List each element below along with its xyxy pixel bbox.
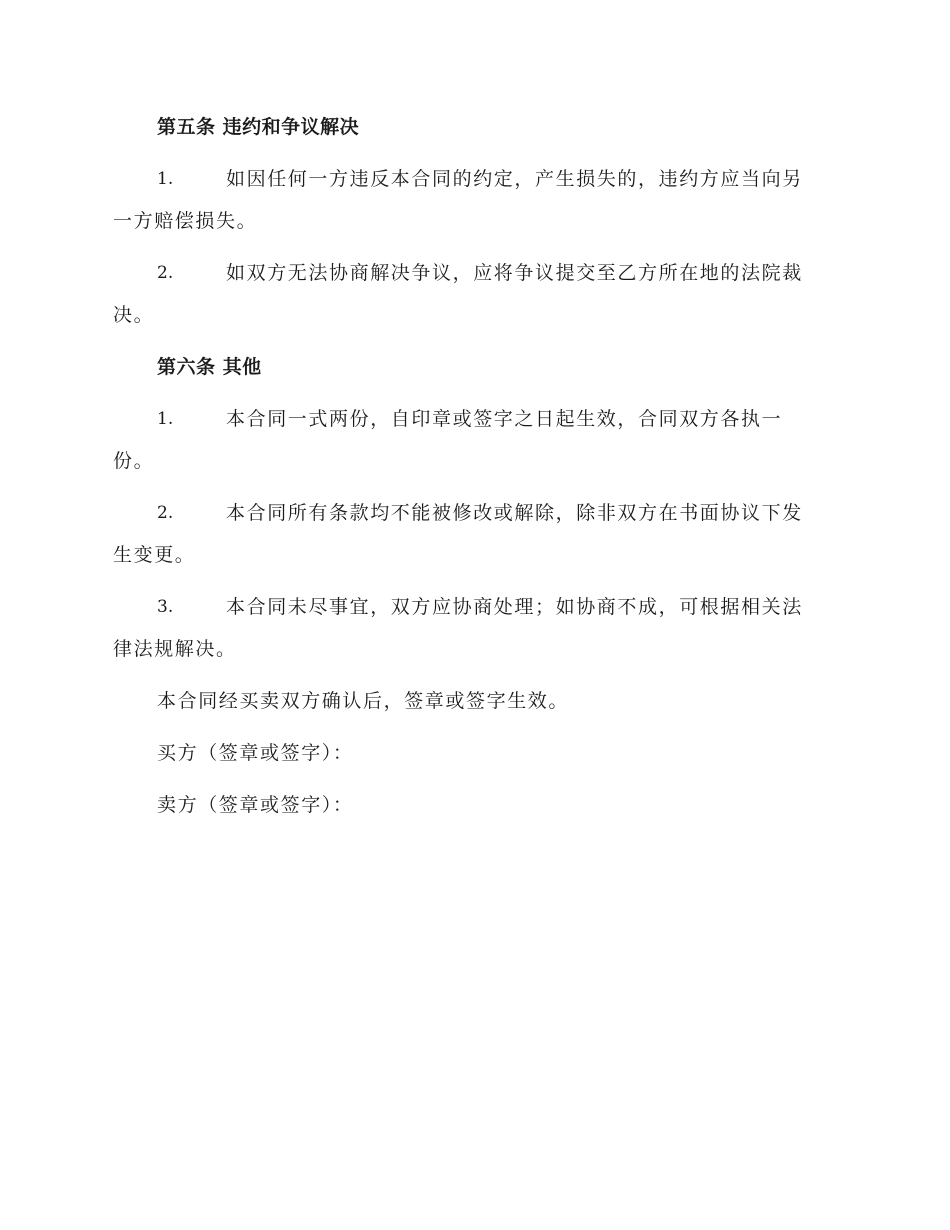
item-text: 如双方无法协商解决争议，应将争议提交至乙方所在地的法院裁: [226, 262, 803, 284]
item-text-continuation: 律法规解决。: [113, 638, 237, 660]
item-text: 如因任何一方违反本合同的约定，产生损失的，违约方应当向另: [226, 168, 803, 190]
item-text-continuation: 生变更。: [113, 544, 196, 566]
item-text-continuation: 一方赔偿损失。: [113, 210, 258, 232]
section-heading: 第五条 违约和争议解决: [157, 116, 360, 138]
item-text-continuation: 决。: [113, 304, 155, 326]
item-number: 2.: [157, 263, 174, 283]
item-number: 1.: [157, 169, 174, 189]
section-heading: 第六条 其他: [157, 356, 262, 378]
seller-signature-line: 卖方（签章或签字）：: [157, 794, 354, 816]
item-number: 2.: [157, 503, 174, 523]
buyer-signature-line: 买方（签章或签字）：: [157, 742, 354, 764]
item-number: 1.: [157, 409, 174, 429]
item-text: 本合同未尽事宜，双方应协商处理；如协商不成，可根据相关法: [226, 596, 803, 618]
item-number: 3.: [157, 597, 174, 617]
item-text-continuation: 份。: [113, 450, 155, 472]
item-text: 本合同所有条款均不能被修改或解除，除非双方在书面协议下发: [226, 502, 803, 524]
closing-statement: 本合同经买卖双方确认后，签章或签字生效。: [157, 690, 570, 712]
item-text: 本合同一式两份，自印章或签字之日起生效，合同双方各执一: [226, 408, 783, 430]
